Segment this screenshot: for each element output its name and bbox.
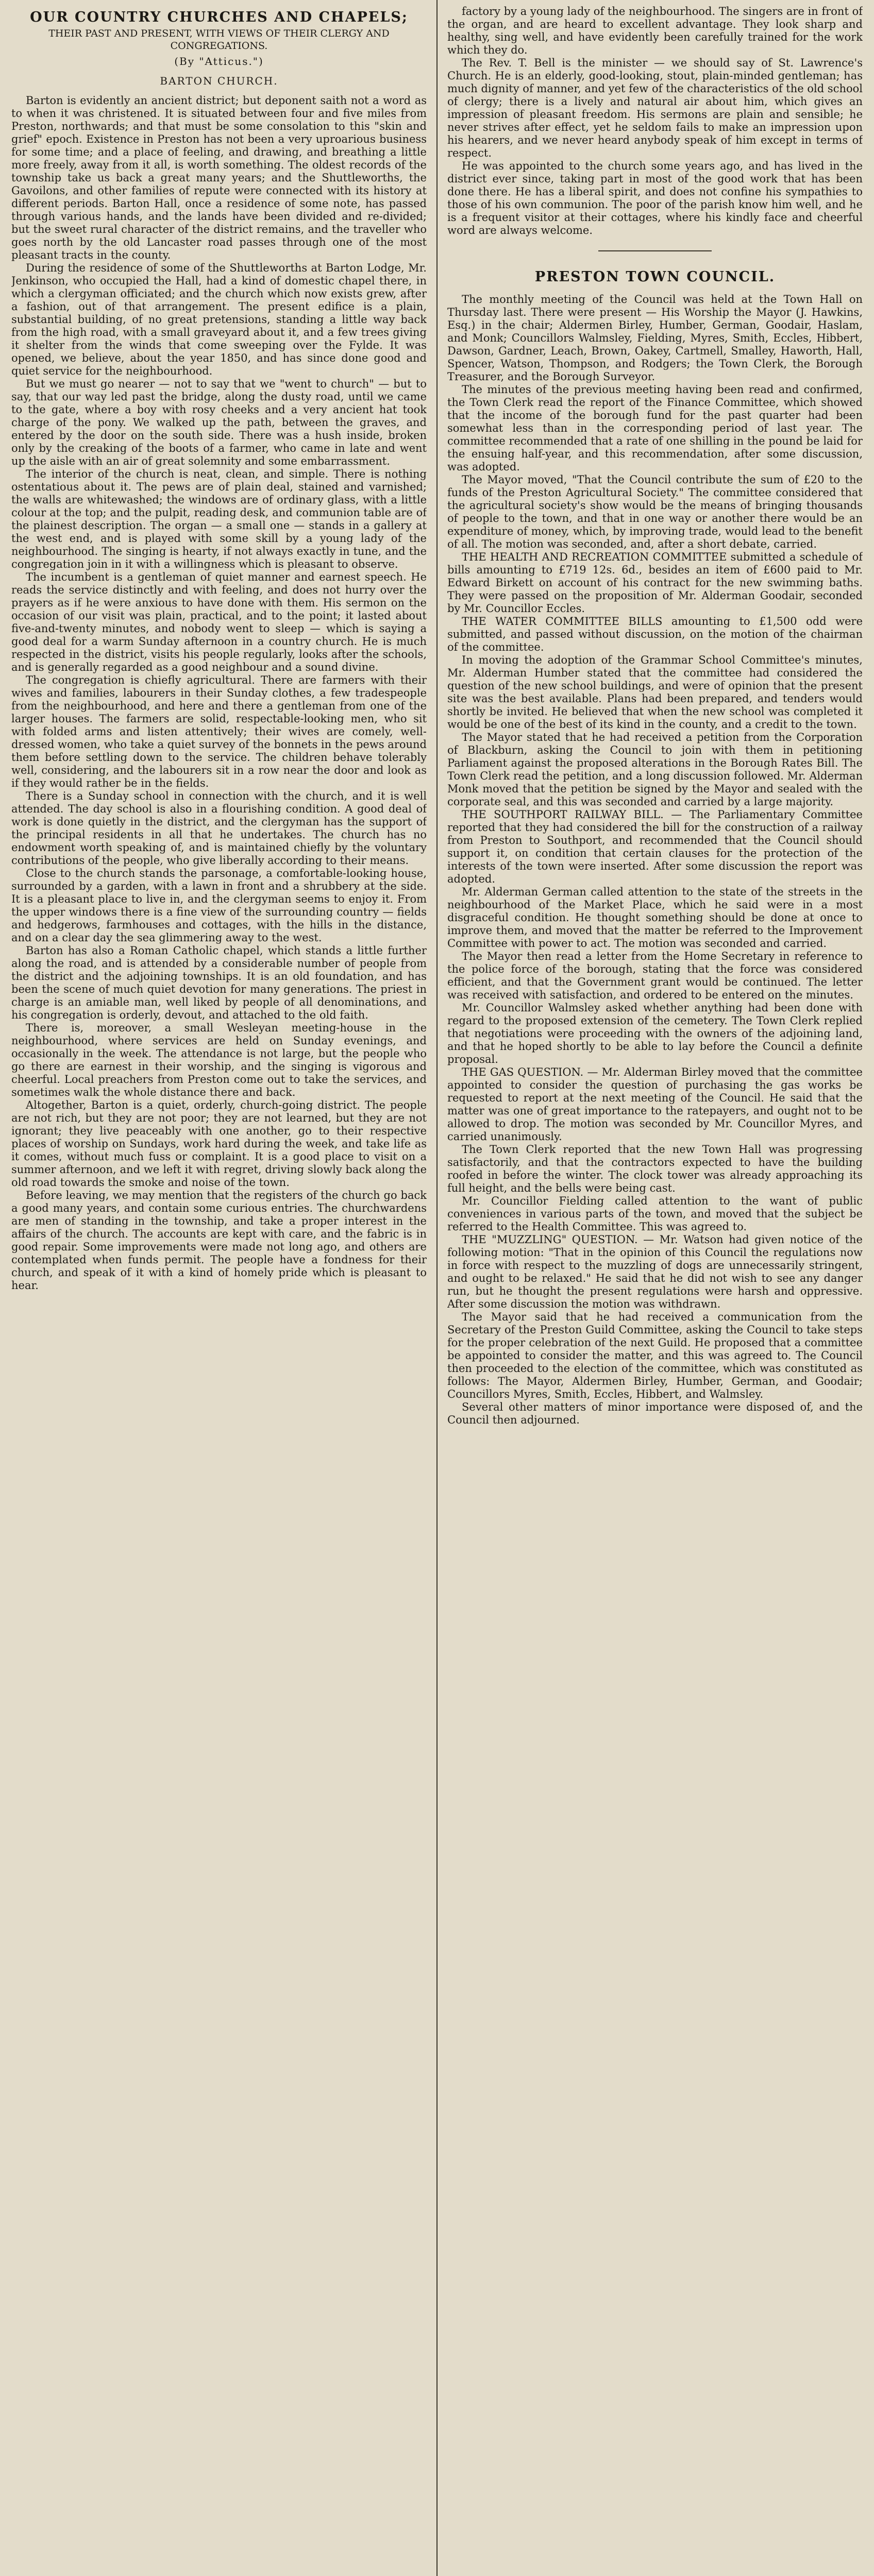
article-continuation — [447, 5, 863, 237]
paragraph: Barton is evidently an ancient district; but deponent saith not a word as to when it was christened. It is situated between four and five miles from Preston, northwards; and that must be some consolation to this "skin and grief" epoch. Existence in Preston has not been a very uproarious business for some time; and a place of feeling, and drawing, and breathing a little more freely, away from it all, is worth something. The oldest records of the township take us back a great many years; and the Shuttleworths, the Gavoilons, and other families of repute were connected with its history at different periods. Barton Hall, once a residence of some note, has passed through various hands, and the lands have been divided and re-divided; but the sweet rural character of the district remains, and the traveller who goes north by the old Lancaster road passes through one of the most pleasant tracts in the county. — [11, 94, 427, 261]
paragraph: Mr. Councillor Walmsley asked whether anything had been done with regard to the proposed extension of the cemetery. The Town Clerk replied that negotiations were proceeding with the owners of the adjoining land, and that he hoped shortly to be able to lay before the Council a definite proposal. — [447, 1002, 863, 1065]
paragraph: But we must go nearer — not to say that we "went to church" — but to say, that our way led past the bridge, along the dusty road, until we came to the gate, where a boy with rosy cheeks and a very ancient hat took charge of the pony. We walked up the path, between the graves, and entered by the door on the south side. There was a hush inside, broken only by the creaking of the boots of a farmer, who came in late and went up the aisle with an air of great solemnity and some embarrassment. — [11, 378, 427, 467]
paragraph: The Mayor then read a letter from the Home Secretary in reference to the police force of the borough, stating that the force was considered efficient, and that the Government grant would be continued. The letter was received with satisfaction, and ordered to be entered on the minutes. — [447, 950, 863, 1001]
paragraph: There is a Sunday school in connection with the church, and it is well attended. The day school is also in a flourishing condition. A good deal of work is done quietly in the district, and the clergyman has the support of the principal residents in all that he undertakes. The church has no endowment worth speaking of, and is maintained chiefly by the voluntary contributions of the people, who give liberally according to their means. — [11, 790, 427, 867]
paragraph: Altogether, Barton is a quiet, orderly, church-going district. The people are not rich, but they are not poor; they are not learned, but they are not ignorant; they live peaceably with one another, go to their respective places of worship on Sundays, work hard during the week, and take life as it comes, without much fuss or complaint. It is a good place to visit on a summer afternoon, and we left it with regret, driving slowly back along the old road towards the smoke and noise of the town. — [11, 1099, 427, 1189]
paragraph: In moving the adoption of the Grammar School Committee's minutes, Mr. Alderman Humber stated that the committee had considered the question of the new school buildings, and were of opinion that the present site was the best available. Plans had been prepared, and tenders would shortly be invited. He believed that when the new school was completed it would be one of the best of its kind in the county, and a credit to the town. — [447, 654, 863, 731]
paragraph: He was appointed to the church some years ago, and has lived in the district ever since, taking part in most of the good work that has been done there. He has a liberal spirit, and does not confine his sympathies to those of his own communion. The poor of the parish know him well, and he is a frequent visitor at their cottages, where his kindly face and cheerful word are always welcome. — [447, 160, 863, 236]
paragraph: THE HEALTH AND RECREATION COMMITTEE submitted a schedule of bills amounting to £719 12s. 6d., besides an item of £600 paid to Mr. Edward Birkett on account of his contract for the new swimming baths. They were passed on the proposition of Mr. Alderman Goodair, seconded by Mr. Councillor Eccles. — [447, 551, 863, 615]
paragraph: The Town Clerk reported that the new Town Hall was progressing satisfactorily, and that the contractors expected to have the building roofed in before the winter. The clock tower was already approaching its full height, and the bells were being cast. — [447, 1143, 863, 1194]
paragraph: The congregation is chiefly agricultural. There are farmers with their wives and families, labourers in their Sunday clothes, a few tradespeople from the neighbourhood, and here and there a gentleman from one of the larger houses. The farmers are solid, respectable-looking men, who sit with folded arms and listen attentively; their wives are comely, well-dressed women, who take a quiet survey of the bonnets in the pews around them before settling down to the service. The children behave tolerably well, considering, and the labourers sit in a row near the door and look as if they would rather be in the fields. — [11, 674, 427, 789]
paragraph: THE GAS QUESTION. — Mr. Alderman Birley moved that the committee appointed to consider the question of purchasing the gas works be requested to report at the next meeting of the Council. He said that the matter was one of great importance to the ratepayers, and ought not to be allowed to drop. The motion was seconded by Mr. Councillor Myres, and carried unanimously. — [447, 1066, 863, 1143]
right-column — [447, 5, 863, 2576]
paragraph: The Mayor said that he had received a communication from the Secretary of the Preston Guild Committee, asking the Council to take steps for the proper celebration of the next Guild. He proposed that a committee be appointed to consider the matter, and this was agreed to. The Council then proceeded to the election of the committee, which was constituted as follows: The Mayor, Aldermen Birley, Humber, German, and Goodair; Councillors Myres, Smith, Eccles, Hibbert, and Walmsley. — [447, 1311, 863, 1400]
article-byline: (By "Atticus.") — [174, 55, 264, 67]
paragraph: THE WATER COMMITTEE BILLS amounting to £1,500 odd were submitted, and passed without discussion, on the motion of the chairman of the committee. — [447, 615, 863, 653]
paragraph: The minutes of the previous meeting having been read and confirmed, the Town Clerk read the report of the Finance Committee, which showed that the income of the borough fund for the past quarter had been somewhat less than in the corresponding period of last year. The committee recommended that a rate of one shilling in the pound be laid for the ensuing half-year, and this recommendation, after some discussion, was adopted. — [447, 383, 863, 473]
council-report-body — [447, 293, 863, 1427]
paragraph: Before leaving, we may mention that the registers of the church go back a good many years, and contain some curious entries. The churchwardens are men of standing in the township, and take a proper interest in the affairs of the church. The accounts are kept with care, and the fabric is in good repair. Some improvements were made not long ago, and others are contemplated when funds permit. The people have a fondness for their church, and speak of it with a kind of homely pride which is pleasant to hear. — [11, 1189, 427, 1292]
paragraph: The monthly meeting of the Council was held at the Town Hall on Thursday last. There were present — His Worship the Mayor (J. Hawkins, Esq.) in the chair; Aldermen Birley, Humber, German, Goodair, Haslam, and Monk; Councillors Walmsley, Fielding, Myres, Smith, Eccles, Hibbert, Dawson, Gardner, Leach, Brown, Oakey, Cartmell, Smalley, Haworth, Hall, Spencer, Watson, Thompson, and Rodgers; the Town Clerk, the Borough Treasurer, and the Borough Surveyor. — [447, 293, 863, 383]
article-body — [11, 94, 427, 1292]
paragraph: The interior of the church is neat, clean, and simple. There is nothing ostentatious about it. The pews are of plain deal, stained and varnished; the walls are whitewashed; the windows are of ordinary glass, with a little colour at the top; and the pulpit, reading desk, and communion table are of the plainest description. The organ — a small one — stands in a gallery at the west end, and is played with some skill by a young lady of the neighbourhood. The singing is hearty, if not always exactly in tune, and the congregation join in it with a willingness which is pleasant to observe. — [11, 468, 427, 570]
paragraph: The Rev. T. Bell is the minister — we should say of St. Lawrence's Church. He is an elderly, good-looking, stout, plain-minded gentleman; has much dignity of manner, and yet few of the characteristics of the old school of clergy; there is a lively and natural air about him, which gives an impression of pleasant freedom. His sermons are plain and sensible; he never strives after effect, yet he seldom fails to make an impression upon his hearers, and we never heard anybody speak of him except in terms of respect. — [447, 57, 863, 159]
paragraph: The incumbent is a gentleman of quiet manner and earnest speech. He reads the service distinctly and with feeling, and does not hurry over the prayers as if he were anxious to have done with them. His sermon on the occasion of our visit was plain, practical, and to the point; it lasted about five-and-twenty minutes, and nobody went to sleep — which is saying a good deal for a warm Sunday afternoon in a country church. He is much respected in the district, visits his people regularly, looks after the schools, and is generally regarded as a good neighbour and a sound divine. — [11, 571, 427, 673]
paragraph: Mr. Alderman German called attention to the state of the streets in the neighbourhood of the Market Place, which he said were in a most disgraceful condition. He thought something should be done at once to improve them, and moved that the matter be referred to the Improvement Committee with power to act. The motion was seconded and carried. — [447, 886, 863, 950]
church-name: BARTON CHURCH. — [160, 75, 278, 87]
council-title: PRESTON TOWN COUNCIL. — [534, 269, 776, 285]
paragraph: During the residence of some of the Shuttleworths at Barton Lodge, Mr. Jenkinson, who occupied the Hall, had a kind of domestic chapel there, in which a clergyman officiated; and the church which now exists grew, after a fashion, out of that arrangement. The present edifice is a plain, substantial building, of no great pretensions, standing a little way back from the high road, with a small graveyard about it, and a few trees giving it shelter from the winds that come sweeping over the Fylde. It was opened, we believe, about the year 1850, and has since done good and quiet service for the neighbourhood. — [11, 262, 427, 377]
paragraph: THE SOUTHPORT RAILWAY BILL. — The Parliamentary Committee reported that they had considered the bill for the construction of a railway from Preston to Southport, and recommended that the Council should support it, on condition that certain clauses for the protection of the interests of the town were inserted. After some discussion the report was adopted. — [447, 808, 863, 885]
column-divider — [436, 0, 438, 2576]
paragraph: THE "MUZZLING" QUESTION. — Mr. Watson had given notice of the following motion: "That in the opinion of this Council the regulations now in force with respect to the muzzling of dogs are unnecessarily stringent, and ought to be relaxed." He said that he did not wish to see any danger run, but he thought the present regulations were harsh and oppressive. After some discussion the motion was withdrawn. — [447, 1233, 863, 1310]
paragraph: factory by a young lady of the neighbourhood. The singers are in front of the organ, and are heard to excellent advantage. They look sharp and healthy, sing well, and have evidently been carefully trained for the work which they do. — [447, 5, 863, 56]
article-title: OUR COUNTRY CHURCHES AND CHAPELS; — [30, 9, 408, 25]
paragraph: Several other matters of minor importance were disposed of, and the Council then adjourned. — [447, 1401, 863, 1426]
paragraph: There is, moreover, a small Wesleyan meeting-house in the neighbourhood, where services are held on Sunday evenings, and occasionally in the week. The attendance is not large, but the people who go there are earnest in their worship, and the singing is vigorous and cheerful. Local preachers from Preston come out to take the services, and sometimes walk the whole distance there and back. — [11, 1022, 427, 1098]
paragraph: Close to the church stands the parsonage, a comfortable-looking house, surrounded by a garden, with a lawn in front and a shrubbery at the side. It is a pleasant place to live in, and the clergyman seems to enjoy it. From the upper windows there is a fine view of the surrounding country — fields and hedgerows, farmhouses and cottages, with the hills in the distance, and on a clear day the sea glimmering away to the west. — [11, 867, 427, 944]
section-divider — [598, 250, 712, 251]
paragraph: Barton has also a Roman Catholic chapel, which stands a little further along the road, and is attended by a considerable number of people from the district and the adjoining townships. It is an old foundation, and has been the scene of much quiet devotion for many generations. The priest in charge is an amiable man, well liked by people of all denominations, and his congregation is orderly, devout, and attached to the old faith. — [11, 944, 427, 1021]
paragraph: The Mayor stated that he had received a petition from the Corporation of Blackburn, asking the Council to join with them in petitioning Parliament against the proposed alterations in the Borough Rates Bill. The Town Clerk read the petition, and a long discussion followed. Mr. Alderman Monk moved that the petition be signed by the Mayor and sealed with the corporate seal, and this was seconded and carried by a large majority. — [447, 731, 863, 808]
paragraph: The Mayor moved, "That the Council contribute the sum of £20 to the funds of the Preston Agricultural Society." The committee considered that the agricultural society's show would be the means of bringing thousands of people to the town, and that in one way or another there would be an expenditure of money, which, by improving trade, would lead to the benefit of all. The motion was seconded, and, after a short debate, carried. — [447, 473, 863, 550]
paragraph: Mr. Councillor Fielding called attention to the want of public conveniences in various parts of the town, and moved that the subject be referred to the Health Committee. This was agreed to. — [447, 1195, 863, 1233]
left-column — [11, 5, 427, 2576]
article-subtitle: THEIR PAST AND PRESENT, WITH VIEWS OF THEIR CLERGY AND CONGREGATIONS. — [48, 28, 390, 52]
